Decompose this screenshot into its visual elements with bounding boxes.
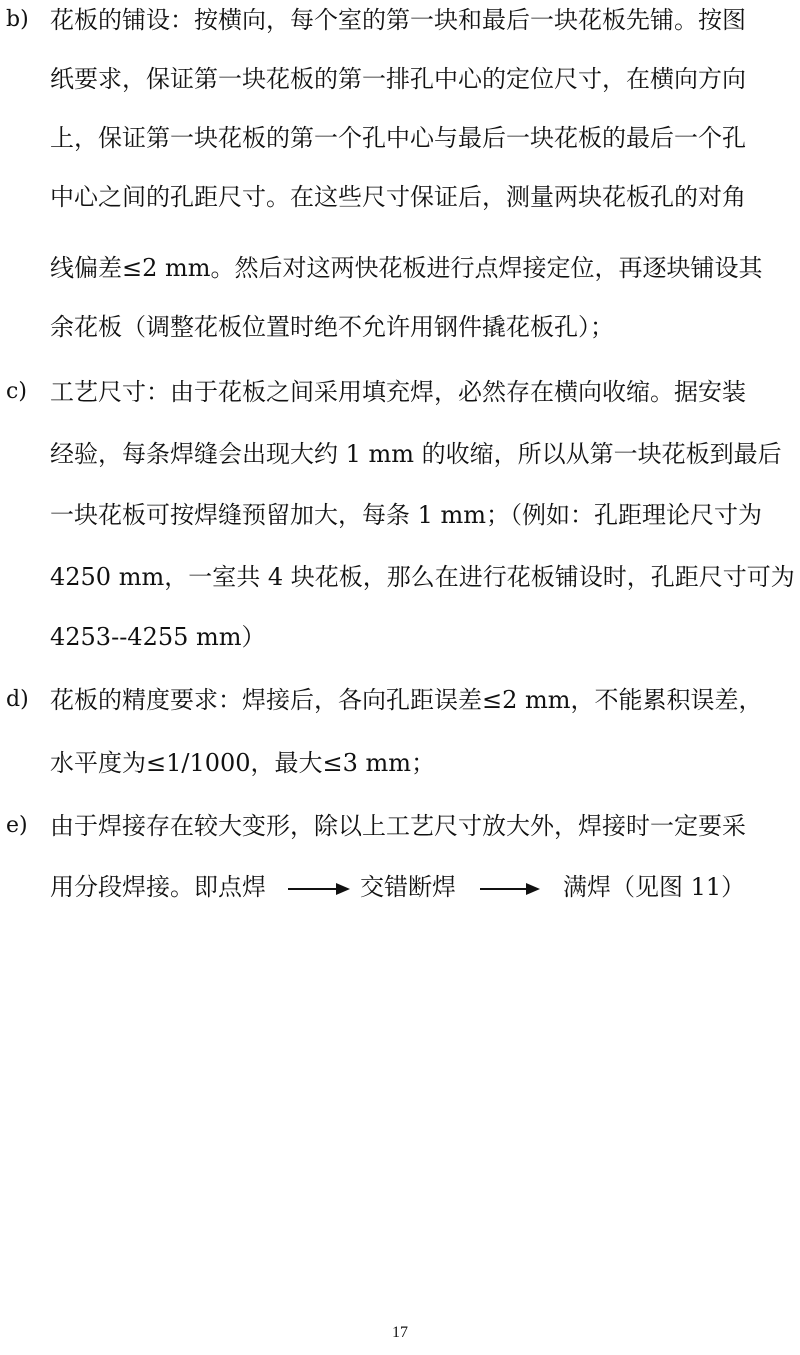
flow-step-full-weld: 满焊（见图 11）	[563, 873, 746, 901]
list-marker: c)	[6, 379, 27, 404]
list-marker: e)	[6, 813, 28, 838]
paragraph-line: 水平度为≤1/1000，最大≤3 mm；	[50, 749, 436, 777]
list-marker: d)	[6, 687, 29, 712]
paragraph-line: 余花板（调整花板位置时绝不允许用钢件撬花板孔）；	[50, 313, 614, 341]
paragraph-line: 经验，每条焊缝会出现大约 1 mm 的收缩，所以从第一块花板到最后	[50, 440, 782, 468]
arrow-right-icon	[288, 882, 350, 896]
paragraph-line: 4250 mm，一室共 4 块花板，那么在进行花板铺设时，孔距尺寸可为	[50, 563, 795, 591]
paragraph-line: 一块花板可按焊缝预留加大，每条 1 mm；（例如：孔距理论尺寸为	[50, 501, 763, 529]
paragraph-line: 中心之间的孔距尺寸。在这些尺寸保证后，测量两块花板孔的对角	[50, 183, 746, 211]
arrow-right-icon	[480, 882, 540, 896]
paragraph-line: 由于焊接存在较大变形，除以上工艺尺寸放大外，焊接时一定要采	[50, 812, 746, 840]
paragraph-line: 4253--4255 mm）	[50, 623, 266, 651]
list-marker: b)	[6, 7, 29, 32]
flow-step-staggered-weld: 交错断焊	[360, 873, 456, 901]
flow-step-spot-weld: 用分段焊接。即点焊	[50, 873, 266, 901]
paragraph-line: 工艺尺寸：由于花板之间采用填充焊，必然存在横向收缩。据安装	[50, 378, 746, 406]
paragraph-line: 花板的精度要求：焊接后，各向孔距误差≤2 mm，不能累积误差，	[50, 686, 763, 714]
paragraph-line: 上，保证第一块花板的第一个孔中心与最后一块花板的最后一个孔	[50, 124, 746, 152]
page-number: 17	[392, 1324, 408, 1341]
paragraph-line: 纸要求，保证第一块花板的第一排孔中心的定位尺寸，在横向方向	[50, 65, 746, 93]
paragraph-line: 线偏差≤2 mm。然后对这两快花板进行点焊接定位，再逐块铺设其	[50, 254, 763, 282]
paragraph-line: 花板的铺设：按横向，每个室的第一块和最后一块花板先铺。按图	[50, 6, 746, 34]
